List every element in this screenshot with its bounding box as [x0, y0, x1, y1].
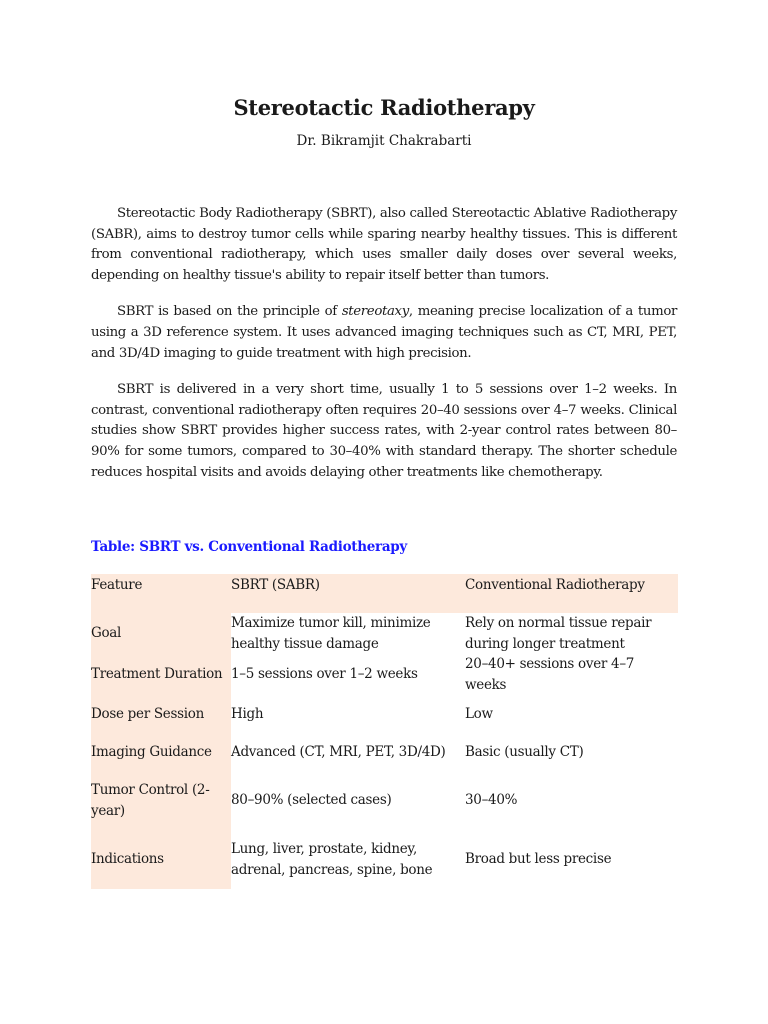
comparison-table [91, 574, 678, 889]
paragraph-treatment-schedule: SBRT is delivered in a very short time, usually 1 to 5 sessions over 1–2 weeks. In contrast, conventional radiotherapy often requires 20–40 sessions over 4–7 weeks. Clinical studies show SBRT provides higher success rates, with 2-year control rates between 80–90% for some tumors, compared to 30–40% with standard therapy. The shorter schedule reduces hospital visits and avoids delaying other treatments like chemotherapy. [91, 382, 677, 480]
document-author: Dr. Bikramjit Chakrabarti [296, 133, 472, 149]
paragraph-sbrt-definition: Stereotactic Body Radiotherapy (SBRT), also called Stereotactic Ablative Radiotherapy (SABR), aims to destroy tumor cells while sparing nearby healthy tissues. This is different from conventional radiotherapy, which uses smaller daily doses over several weeks, depending on healthy tissue's ability to repair itself better than tumors. [91, 206, 677, 283]
header-sbrt: SBRT (SABR) [231, 574, 465, 613]
cell-sbrt: High [231, 705, 264, 722]
table-row-indications [91, 830, 678, 889]
cell-sbrt: Maximize tumor kill, minimize healthy tissue damage [231, 615, 431, 652]
cell-conventional: Broad but less precise [465, 851, 612, 868]
cell-sbrt: 80–90% (selected cases) [231, 792, 392, 809]
table-header-row [91, 574, 678, 613]
cell-conventional: Low [465, 705, 493, 722]
header-conventional: Conventional Radiotherapy [465, 574, 678, 613]
cell-feature: Goal [91, 613, 231, 654]
cell-sbrt: Advanced (CT, MRI, PET, 3D/4D) [231, 743, 446, 760]
table-row-imaging-guidance [91, 733, 678, 771]
document-title: Stereotactic Radiotherapy [233, 95, 535, 120]
cell-sbrt: Lung, liver, prostate, kidney, adrenal, pancreas, spine, bone [231, 841, 433, 878]
table-row-goal [91, 613, 678, 654]
table-row-treatment-duration [91, 654, 678, 695]
paragraph-stereotaxy-rest: , meaning precise localization of a tumor using a 3D reference system. It uses advanced imaging techniques such as CT, MRI, PET, and 3D/4D imaging to guide treatment with high precision. [91, 304, 677, 361]
cell-feature: Imaging Guidance [91, 733, 231, 771]
paragraph-stereotaxy-lead: SBRT is based on the principle of [117, 304, 342, 320]
header-feature: Feature [91, 574, 231, 613]
cell-feature: Treatment Duration [91, 654, 231, 695]
table-row-tumor-control [91, 771, 678, 830]
cell-conventional: Rely on normal tissue repair during longer treatment [465, 615, 652, 652]
cell-feature: Indications [91, 830, 231, 889]
paragraph-stereotaxy [91, 302, 677, 364]
table-caption: Table: SBRT vs. Conventional Radiotherapy [91, 539, 407, 555]
document-body [91, 204, 677, 499]
cell-feature: Tumor Control (2-year) [91, 771, 231, 830]
cell-conventional: 30–40% [465, 792, 518, 809]
cell-conventional: Basic (usually CT) [465, 743, 584, 760]
cell-feature: Dose per Session [91, 695, 231, 733]
table-row-dose-per-session [91, 695, 678, 733]
cell-conventional: 20–40+ sessions over 4–7 weeks [465, 656, 635, 693]
stereotaxy-emphasis: stereotaxy [341, 304, 409, 320]
cell-sbrt: 1–5 sessions over 1–2 weeks [231, 666, 418, 683]
